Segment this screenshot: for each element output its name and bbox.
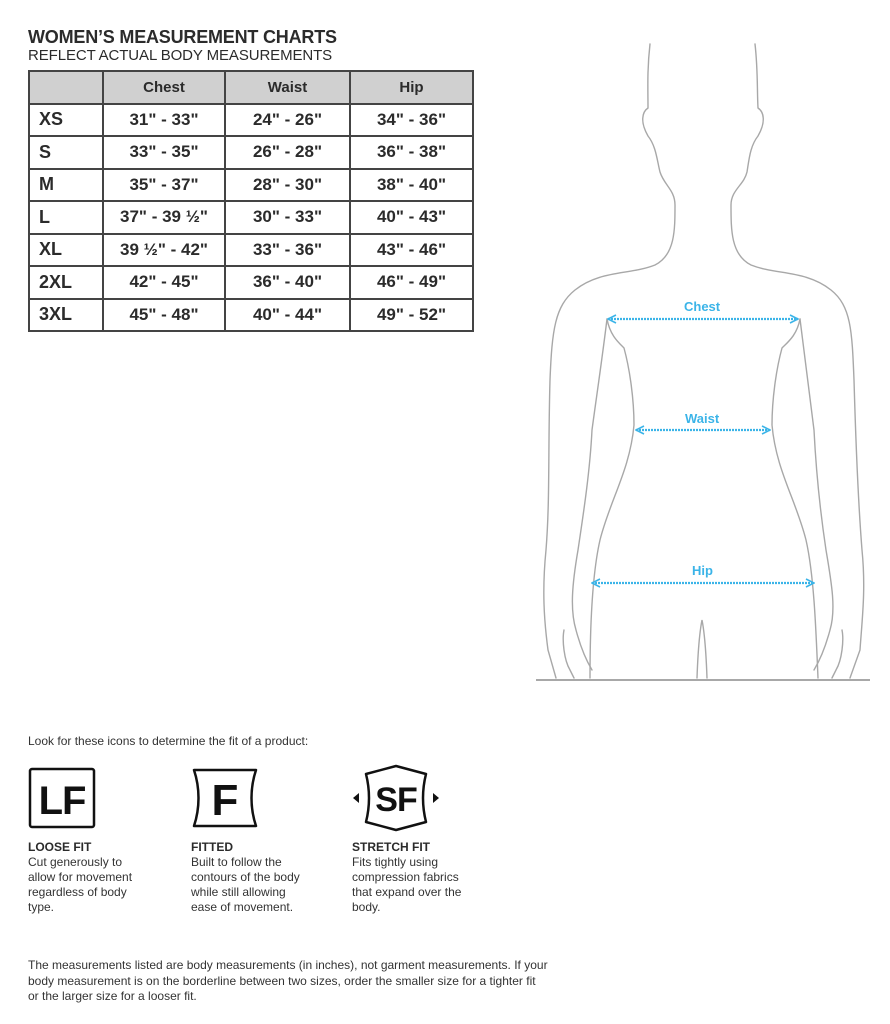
loose-fit-description — [28, 840, 168, 915]
page-title: WOMEN’S MEASUREMENT CHARTS — [28, 27, 337, 47]
waist-cell: 33" - 36" — [225, 234, 350, 267]
hip-cell: 49" - 52" — [350, 299, 473, 332]
waist-cell: 26" - 28" — [225, 136, 350, 169]
hip-cell: 40" - 43" — [350, 201, 473, 234]
fit-name: LOOSE FIT — [28, 840, 92, 854]
waist-cell: 28" - 30" — [225, 169, 350, 202]
fit-intro-text: Look for these icons to determine the fit of a product: — [28, 734, 309, 748]
hip-label: Hip — [692, 563, 713, 578]
hip-cell: 38" - 40" — [350, 169, 473, 202]
fit-description: Fits tightly using compression fabrics that expand over the body. — [352, 855, 462, 914]
fit-name: STRETCH FIT — [352, 840, 430, 854]
fit-description: Cut generously to allow for movement regardless of body type. — [28, 855, 133, 914]
svg-text:F: F — [211, 776, 239, 825]
size-cell: XL — [29, 234, 103, 267]
chest-cell: 42" - 45" — [103, 266, 225, 299]
waist-cell: 36" - 40" — [225, 266, 350, 299]
size-chart-table — [28, 70, 474, 332]
waist-label: Waist — [685, 411, 720, 426]
svg-text:SF: SF — [375, 781, 417, 819]
size-cell: L — [29, 201, 103, 234]
table-row — [29, 201, 473, 234]
column-header-waist: Waist — [225, 71, 350, 104]
hip-cell: 34" - 36" — [350, 104, 473, 137]
table-row — [29, 169, 473, 202]
table-row — [29, 136, 473, 169]
table-row — [29, 234, 473, 267]
hip-cell: 36" - 38" — [350, 136, 473, 169]
chest-cell: 35" - 37" — [103, 169, 225, 202]
svg-text:LF: LF — [38, 779, 86, 823]
hip-cell: 46" - 49" — [350, 266, 473, 299]
fit-description: Built to follow the contours of the body while still allowing ease of movement. — [191, 855, 300, 914]
body-measurement-figure — [530, 30, 880, 690]
table-row — [29, 299, 473, 332]
measurement-footnote: The measurements listed are body measurements (in inches), not garment measurements. If your body measurement is on the borderline between two sizes, order the smaller size for a tighter fit or the larger size for a looser fit. — [28, 958, 548, 1003]
chest-cell: 45" - 48" — [103, 299, 225, 332]
table-header-row — [29, 71, 473, 104]
loose-fit-icon — [28, 766, 96, 835]
chest-cell: 31" - 33" — [103, 104, 225, 137]
chest-cell: 37" - 39 ½" — [103, 201, 225, 234]
body-silhouette-icon — [530, 30, 880, 690]
chest-label: Chest — [684, 299, 721, 314]
waist-cell: 30" - 33" — [225, 201, 350, 234]
fitted-icon — [190, 766, 260, 835]
size-cell: S — [29, 136, 103, 169]
waist-cell: 24" - 26" — [225, 104, 350, 137]
size-cell: M — [29, 169, 103, 202]
column-header-chest: Chest — [103, 71, 225, 104]
stretch-fit-description — [352, 840, 492, 915]
table-row — [29, 104, 473, 137]
chest-cell: 33" - 35" — [103, 136, 225, 169]
page-subtitle: REFLECT ACTUAL BODY MEASUREMENTS — [28, 47, 333, 64]
chest-cell: 39 ½" - 42" — [103, 234, 225, 267]
fit-name: FITTED — [191, 840, 233, 854]
table-row — [29, 266, 473, 299]
size-cell: XS — [29, 104, 103, 137]
column-header-hip: Hip — [350, 71, 473, 104]
size-cell: 2XL — [29, 266, 103, 299]
waist-cell: 40" - 44" — [225, 299, 350, 332]
column-header-size — [29, 71, 103, 104]
fitted-description — [191, 840, 331, 915]
size-cell: 3XL — [29, 299, 103, 332]
hip-cell: 43" - 46" — [350, 234, 473, 267]
stretch-fit-icon — [350, 762, 442, 839]
